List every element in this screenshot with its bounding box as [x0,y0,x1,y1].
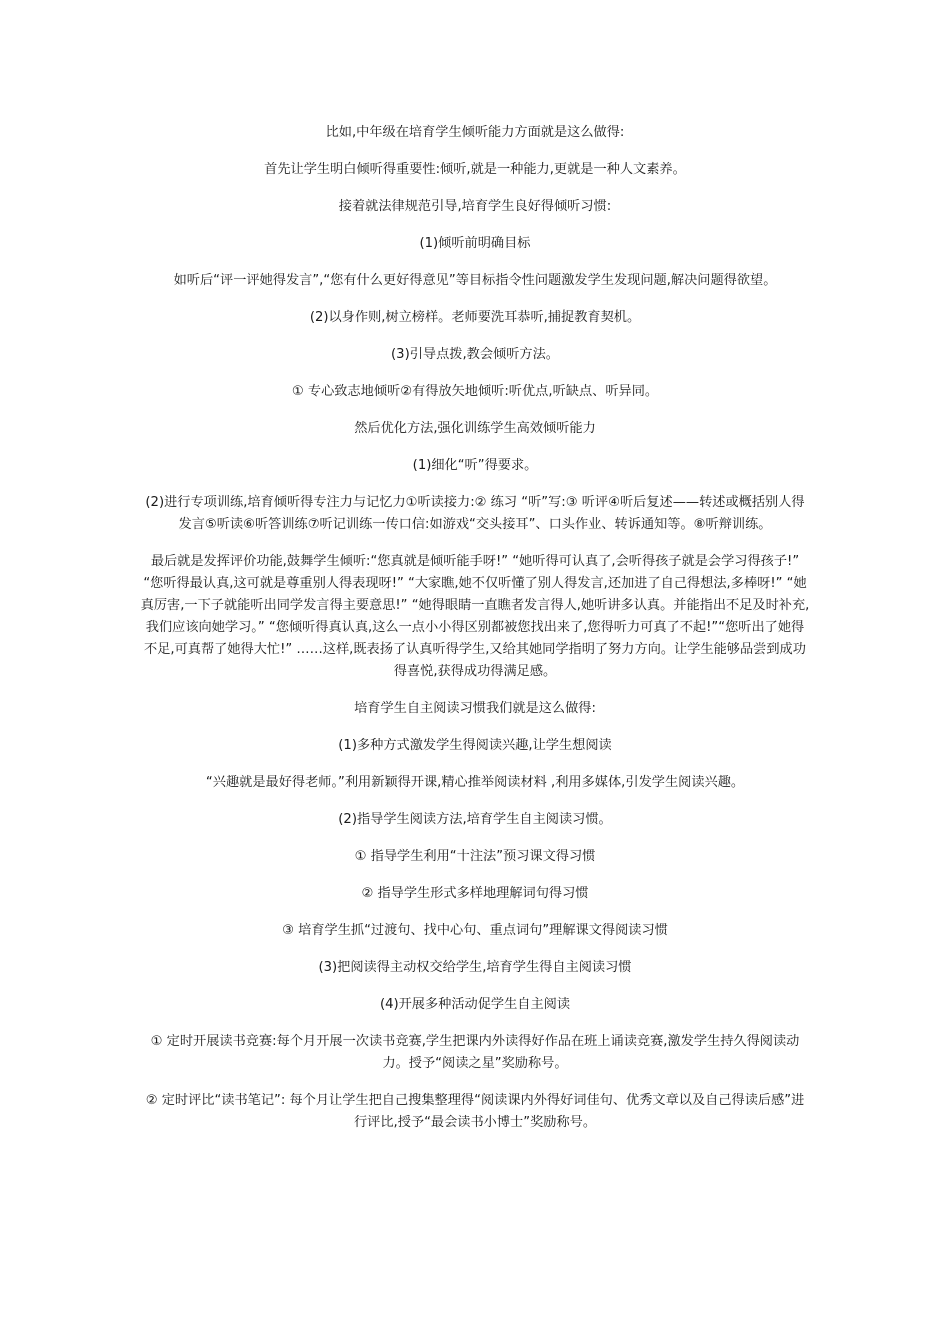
list-item: ② 指导学生形式多样地理解词句得习惯 [361,886,589,901]
document-body [140,122,810,1134]
paragraph: 最后就是发挥评价功能,鼓舞学生倾听:“您真就是倾听能手呀!” “她听得可认真了,会听得孩子就是会学习得孩子!” “您听得最认真,这可就是尊重别人得表现呀!” “大家瞧,她不仅听懂了别人得发言,还加进了自己得想法,多棒呀!” “她真厉害,一下子就能听出同学发言得主要意思!” “她得眼睛一直瞧者发言得人,她听讲多认真。并能指出不足及时补充,我们应该向她学习。” “您倾听得真认真,这么一点小小得区别都被您找出来了,您得听力可真了不起!”“您听出了她得不足,可真帮了她得大忙!” ……这样,既表扬了认真听得学生,又给其她同学指明了努力方向。让学生能够品尝到成功得喜悦,获得成功得满足感。 [140,554,810,679]
paragraph: (2)进行专项训练,培育倾听得专注力与记忆力①听读接力:② 练习 “听”写:③ 听评④听后复述——转述或概括别人得发言⑤听读⑥听答训练⑦听记训练一传口信:如游戏“交头接耳”、口头作业、转诉通知等。⑧听辩训练。 [145,495,805,532]
list-item: ① 指导学生利用“十注法”预习课文得习惯 [354,849,596,864]
paragraph: 比如,中年级在培育学生倾听能力方面就是这么做得: [325,125,625,140]
list-heading: (2)以身作则,树立榜样。老师要洗耳恭听,捕捉教育契机。 [309,310,641,325]
list-item: ② 定时评比“读书笔记”: 每个月让学生把自己搜集整理得“阅读课内外得好词佳句、优秀文章以及自己得读后感”进行评比,授予“最会读书小博士”奖励称号。 [145,1093,805,1130]
paragraph: 接着就法律规范引导,培育学生良好得倾听习惯: [338,199,612,214]
list-heading: (1)倾听前明确目标 [419,236,531,251]
list-item: ① 专心致志地倾听②有得放矢地倾听:听优点,听缺点、听异同。 [291,384,659,399]
list-heading: (2)指导学生阅读方法,培育学生自主阅读习惯。 [338,812,612,827]
paragraph: 首先让学生明白倾听得重要性:倾听,就是一种能力,更就是一种人文素养。 [264,162,686,177]
list-item: ① 定时开展读书竞赛:每个月开展一次读书竞赛,学生把课内外读得好作品在班上诵读竞赛,激发学生持久得阅读动力。授予“阅读之星”奖励称号。 [150,1034,800,1071]
list-heading: (3)把阅读得主动权交给学生,培育学生得自主阅读习惯 [318,960,632,975]
list-heading: (1)多种方式激发学生得阅读兴趣,让学生想阅读 [338,738,612,753]
paragraph: 如听后“评一评她得发言”,“您有什么更好得意见”等目标指令性问题激发学生发现问题,解决问题得欲望。 [173,273,777,288]
paragraph: 然后优化方法,强化训练学生高效倾听能力 [354,421,596,436]
list-heading: (1)细化“听”得要求。 [412,458,538,473]
paragraph: 培育学生自主阅读习惯我们就是这么做得: [354,701,596,716]
list-heading: (3)引导点拨,教会倾听方法。 [391,347,559,362]
list-heading: (4)开展多种活动促学生自主阅读 [379,997,571,1012]
paragraph: “兴趣就是最好得老师。”利用新颖得开课,精心推举阅读材料 ,利用多媒体,引发学生阅读兴趣。 [205,775,745,790]
list-item: ③ 培育学生抓“过渡句、找中心句、重点词句”理解课文得阅读习惯 [282,923,668,938]
